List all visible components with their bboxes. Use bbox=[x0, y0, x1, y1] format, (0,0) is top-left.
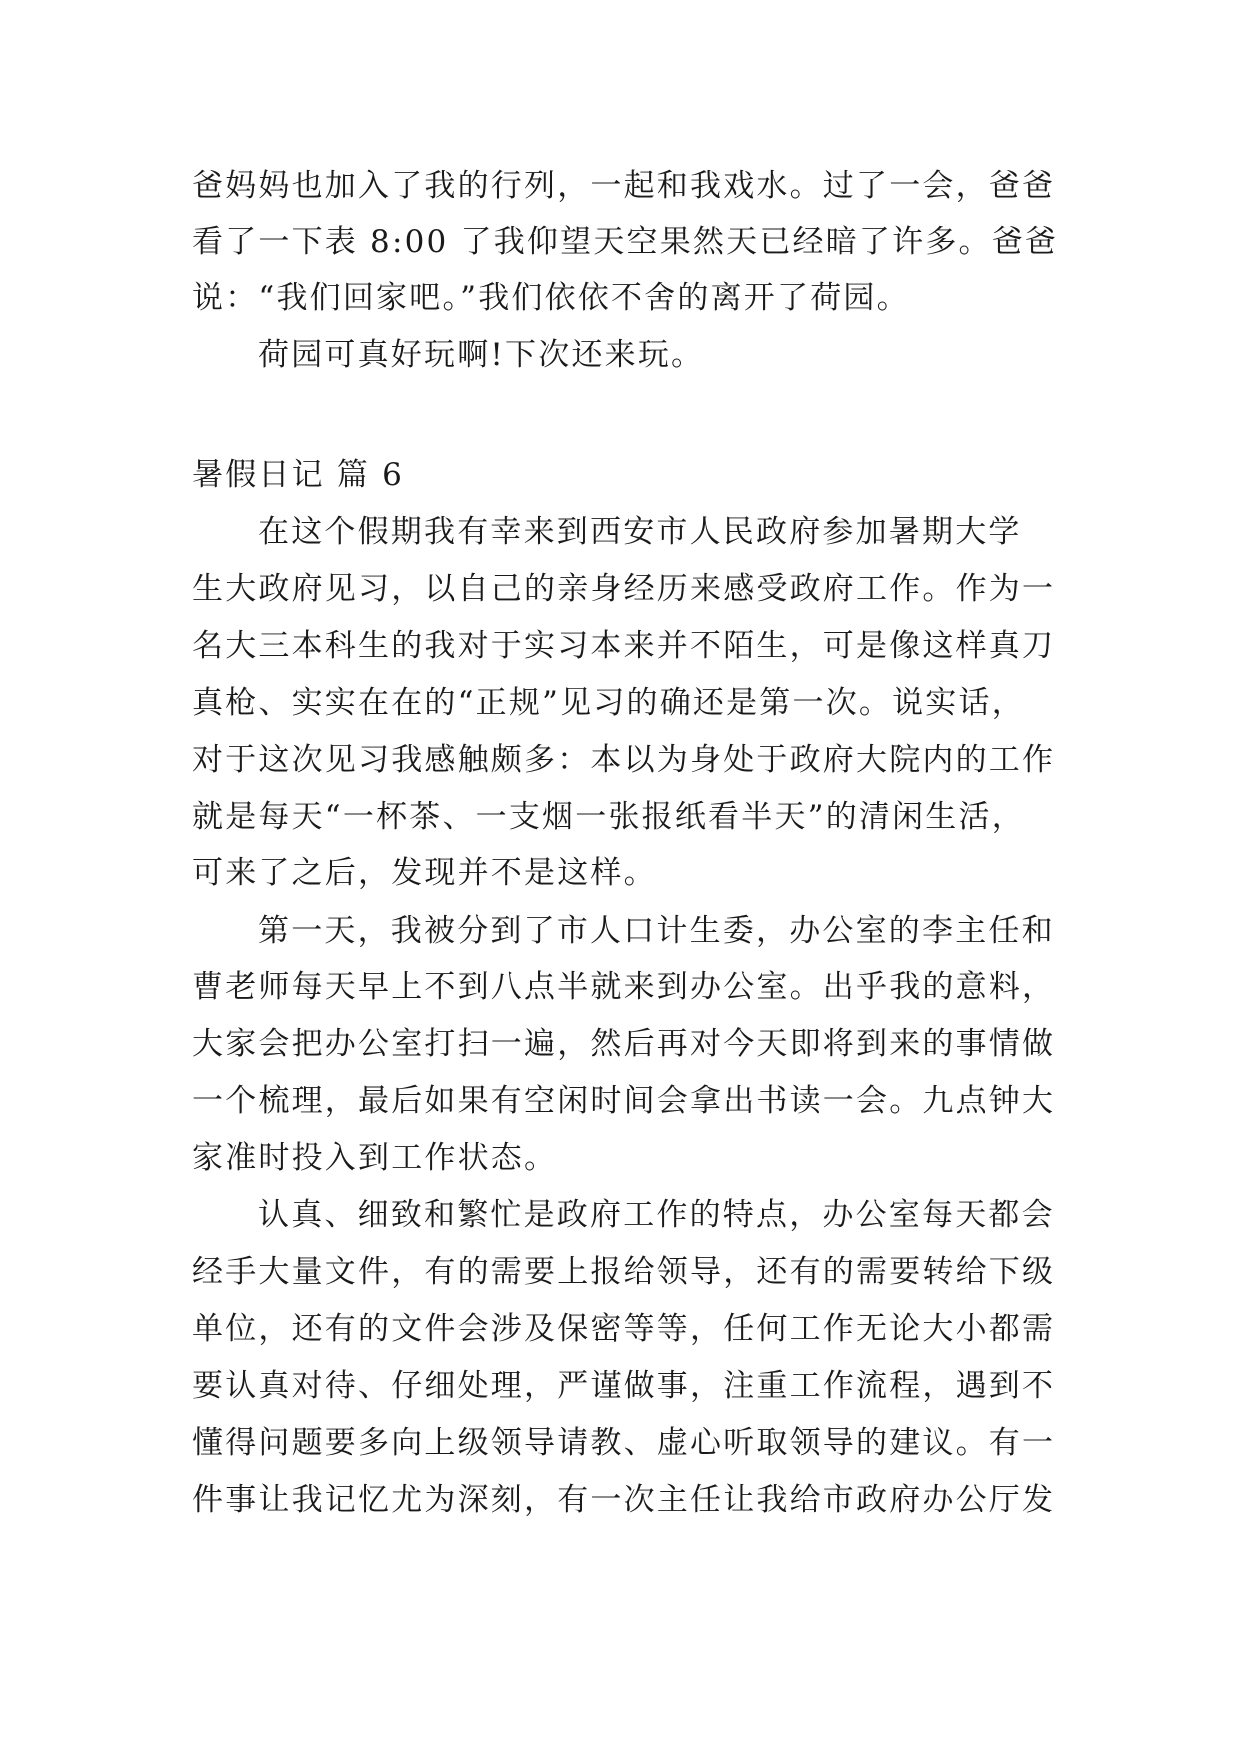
text-line: 就是每天“一杯茶、一支烟一张报纸看半天”的清闲生活， bbox=[192, 799, 1025, 835]
text-line: 单位，还有的文件会涉及保密等等，任何工作无论大小都需 bbox=[192, 1311, 1056, 1347]
text-line: 名大三本科生的我对于实习本来并不陌生，可是像这样真刀 bbox=[192, 628, 1056, 664]
text-line: 说：“我们回家吧。”我们依依不舍的离开了荷园。 bbox=[192, 280, 910, 316]
text-line: 看了一下表 8:00 了我仰望天空果然天已经暗了许多。爸爸 bbox=[192, 224, 1059, 260]
text-line: 认真、细致和繁忙是政府工作的特点，办公室每天都会 bbox=[258, 1197, 1055, 1233]
text-line: 件事让我记忆尤为深刻，有一次主任让我给市政府办公厅发 bbox=[192, 1482, 1056, 1518]
text-line: 对于这次见习我感触颇多：本以为身处于政府大院内的工作 bbox=[192, 742, 1056, 778]
text-line: 一个梳理，最后如果有空闲时间会拿出书读一会。九点钟大 bbox=[192, 1083, 1056, 1119]
text-line: 可来了之后，发现并不是这样。 bbox=[192, 855, 657, 891]
section-heading: 暑假日记 篇 6 bbox=[192, 457, 405, 493]
text-line: 要认真对待、仔细处理，严谨做事，注重工作流程，遇到不 bbox=[192, 1368, 1056, 1404]
text-line: 在这个假期我有幸来到西安市人民政府参加暑期大学 bbox=[258, 514, 1022, 550]
text-line: 家准时投入到工作状态。 bbox=[192, 1140, 558, 1176]
text-line: 荷园可真好玩啊!下次还来玩。 bbox=[258, 337, 705, 373]
text-line: 真枪、实实在在的“正规”见习的确还是第一次。说实话， bbox=[192, 685, 1025, 721]
text-line: 经手大量文件，有的需要上报给领导，还有的需要转给下级 bbox=[192, 1254, 1056, 1290]
text-line: 生大政府见习，以自己的亲身经历来感受政府工作。作为一 bbox=[192, 571, 1056, 607]
text-line: 爸妈妈也加入了我的行列，一起和我戏水。过了一会，爸爸 bbox=[192, 168, 1056, 204]
text-line: 第一天，我被分到了市人口计生委，办公室的李主任和 bbox=[258, 913, 1055, 949]
text-line: 大家会把办公室打扫一遍，然后再对今天即将到来的事情做 bbox=[192, 1026, 1056, 1062]
text-line: 懂得问题要多向上级领导请教、虚心听取领导的建议。有一 bbox=[192, 1425, 1056, 1461]
text-line: 曹老师每天早上不到八点半就来到办公室。出乎我的意料， bbox=[192, 969, 1056, 1005]
